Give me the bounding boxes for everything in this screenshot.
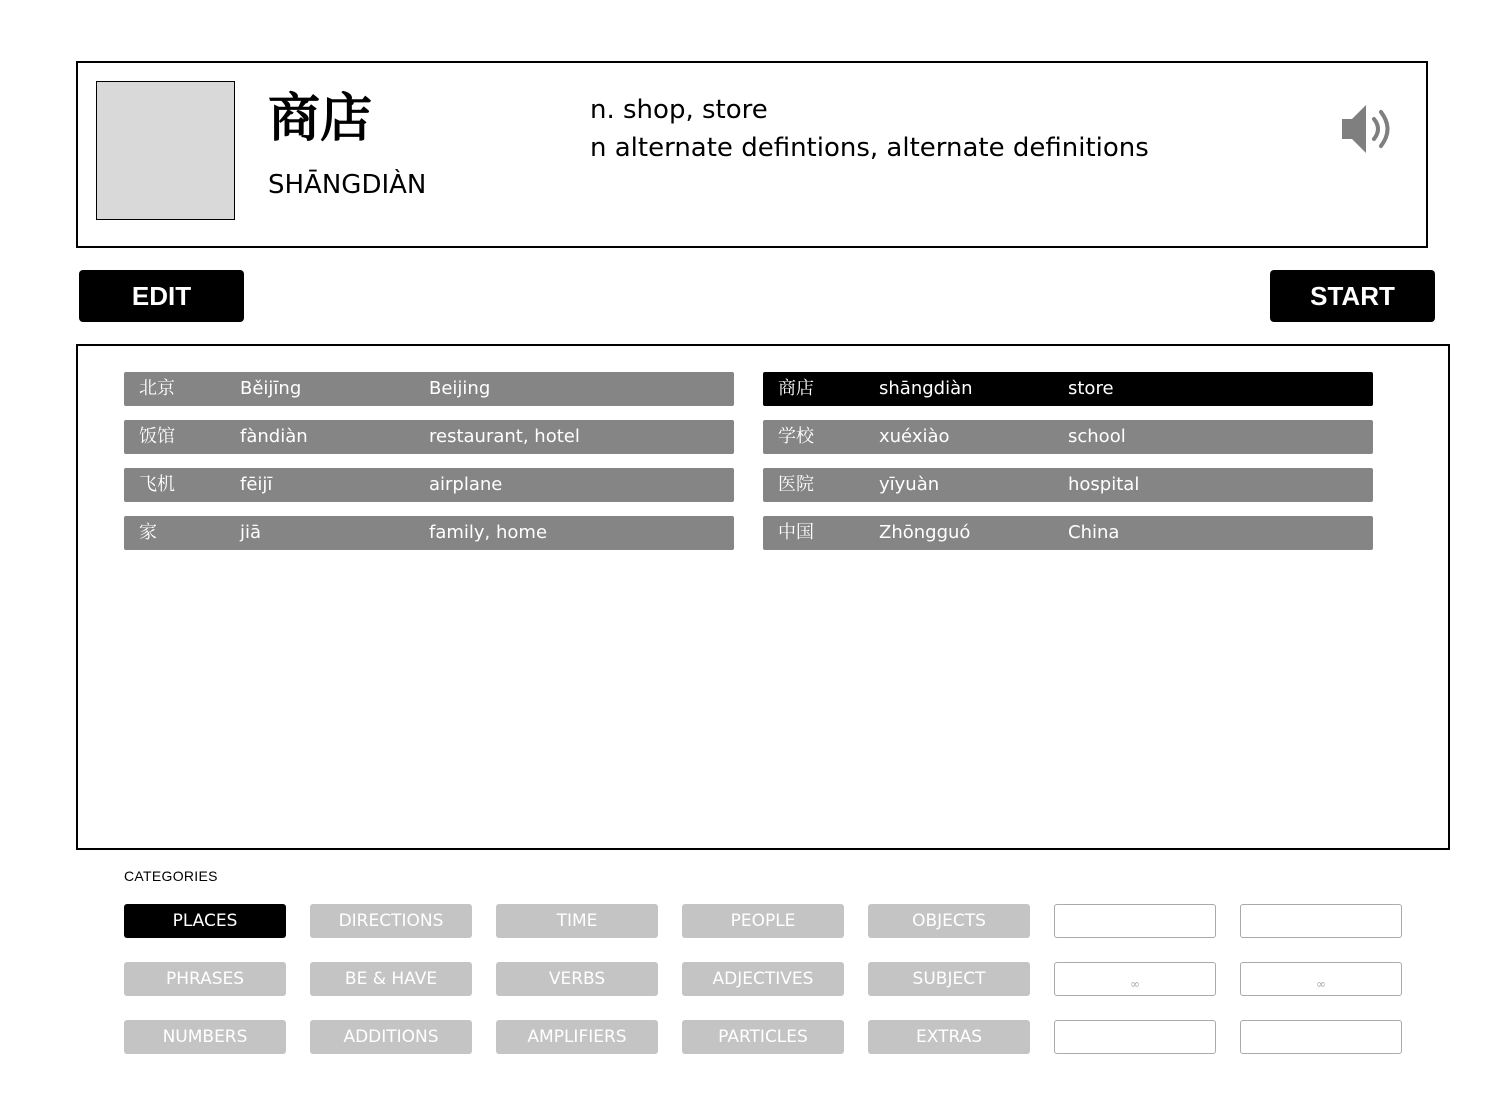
vocab-meaning: airplane xyxy=(429,474,503,495)
vocab-pinyin: fàndiàn xyxy=(240,426,308,447)
vocab-hanzi: 中国 xyxy=(778,522,814,543)
category-button[interactable]: PARTICLES xyxy=(682,1020,844,1054)
category-button[interactable]: NUMBERS xyxy=(124,1020,286,1054)
vocab-pinyin: fēijī xyxy=(240,474,273,495)
category-button[interactable]: AMPLIFIERS xyxy=(496,1020,658,1054)
vocab-row[interactable] xyxy=(763,372,1373,406)
vocab-row[interactable] xyxy=(124,372,734,406)
speaker-icon[interactable] xyxy=(1340,101,1400,157)
category-button[interactable]: TIME xyxy=(496,904,658,938)
category-button[interactable]: VERBS xyxy=(496,962,658,996)
edit-button[interactable]: EDIT xyxy=(79,270,244,322)
word-image-placeholder xyxy=(96,81,235,220)
word-card xyxy=(76,61,1428,248)
vocab-meaning: Beijing xyxy=(429,378,491,399)
vocab-row[interactable] xyxy=(124,516,734,550)
word-hanzi: 商店 xyxy=(268,89,373,149)
category-empty-slot[interactable] xyxy=(1240,904,1402,938)
category-button[interactable]: ADJECTIVES xyxy=(682,962,844,996)
vocab-pinyin: shāngdiàn xyxy=(879,378,973,399)
vocab-hanzi: 商店 xyxy=(778,378,814,399)
category-empty-slot[interactable] xyxy=(1240,962,1402,996)
vocab-row[interactable] xyxy=(763,516,1373,550)
vocab-meaning: school xyxy=(1068,426,1126,447)
vocab-meaning: store xyxy=(1068,378,1114,399)
category-button[interactable]: SUBJECT xyxy=(868,962,1030,996)
category-button[interactable]: PEOPLE xyxy=(682,904,844,938)
vocab-pinyin: Běijīng xyxy=(240,378,302,399)
category-empty-slot[interactable] xyxy=(1054,904,1216,938)
vocab-pinyin: yīyuàn xyxy=(879,474,940,495)
category-button[interactable]: PHRASES xyxy=(124,962,286,996)
vocab-hanzi: 家 xyxy=(139,522,157,543)
definition-alternate: n alternate defintions, alternate definitions xyxy=(590,133,1149,163)
vocab-hanzi: 飞机 xyxy=(139,474,175,495)
category-button[interactable]: ADDITIONS xyxy=(310,1020,472,1054)
definition-primary: n. shop, store xyxy=(590,95,768,125)
vocab-meaning: hospital xyxy=(1068,474,1140,495)
category-button[interactable]: OBJECTS xyxy=(868,904,1030,938)
vocab-meaning: China xyxy=(1068,522,1120,543)
start-button[interactable]: START xyxy=(1270,270,1435,322)
vocab-list xyxy=(76,344,1450,850)
vocab-row[interactable] xyxy=(763,468,1373,502)
vocab-row[interactable] xyxy=(763,420,1373,454)
vocab-pinyin: jiā xyxy=(240,522,262,543)
word-definitions xyxy=(590,91,1149,167)
category-empty-slot[interactable] xyxy=(1054,962,1216,996)
vocab-meaning: family, home xyxy=(429,522,548,543)
vocab-hanzi: 北京 xyxy=(139,378,175,399)
vocab-hanzi: 饭馆 xyxy=(139,426,175,447)
infinity-icon: ∞ xyxy=(1130,977,1140,991)
word-pinyin: SHĀNGDIÀN xyxy=(268,170,427,200)
infinity-icon: ∞ xyxy=(1316,977,1326,991)
vocab-meaning: restaurant, hotel xyxy=(429,426,580,447)
categories-label: CATEGORIES xyxy=(124,868,218,884)
category-button[interactable]: EXTRAS xyxy=(868,1020,1030,1054)
vocab-row[interactable] xyxy=(124,420,734,454)
category-empty-slot[interactable] xyxy=(1054,1020,1216,1054)
vocab-pinyin: xuéxiào xyxy=(879,426,950,447)
category-button[interactable]: BE & HAVE xyxy=(310,962,472,996)
vocab-pinyin: Zhōngguó xyxy=(879,522,971,543)
vocab-row[interactable] xyxy=(124,468,734,502)
category-button[interactable]: PLACES xyxy=(124,904,286,938)
category-empty-slot[interactable] xyxy=(1240,1020,1402,1054)
category-button[interactable]: DIRECTIONS xyxy=(310,904,472,938)
vocab-hanzi: 医院 xyxy=(778,474,814,495)
vocab-hanzi: 学校 xyxy=(778,426,814,447)
